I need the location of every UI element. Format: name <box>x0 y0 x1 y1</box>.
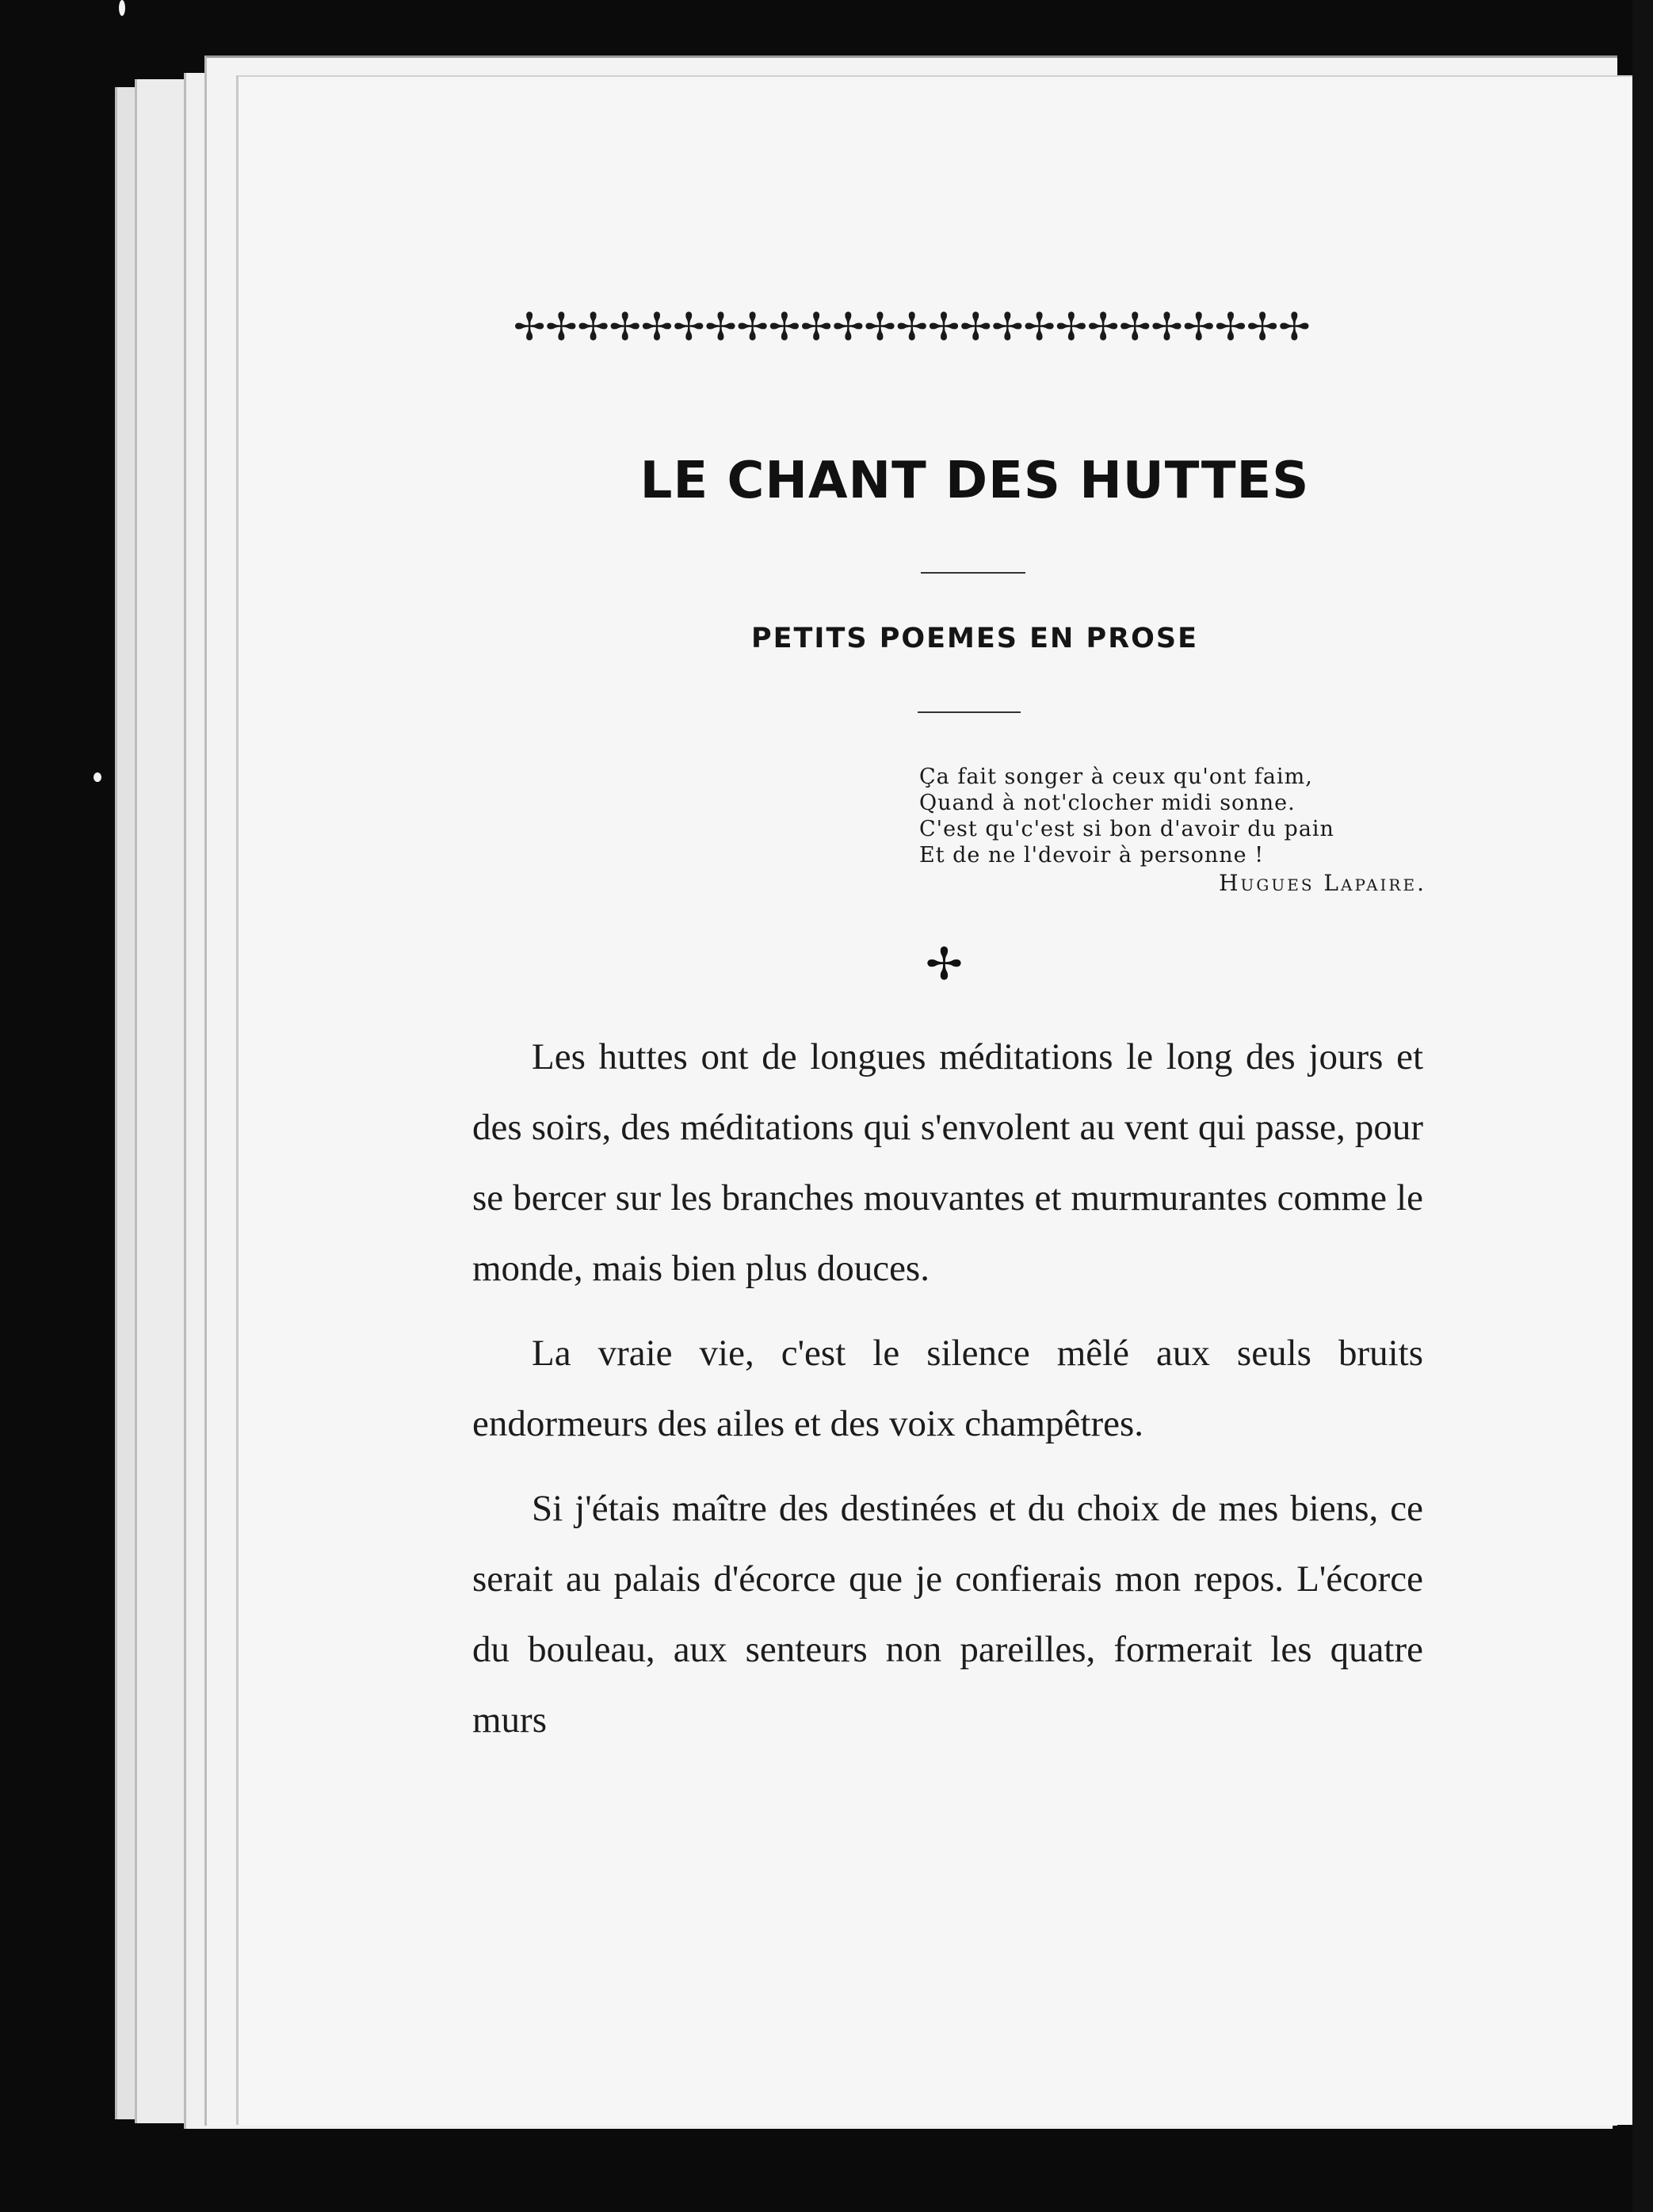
page-title: LE CHANT DES HUTTES <box>639 452 1310 510</box>
fleuron-icon: ✢ <box>926 939 963 990</box>
epigraph <box>919 764 1434 896</box>
divider-rule <box>918 711 1021 713</box>
divider-rule <box>921 572 1025 574</box>
ornament-border: ✢✢✢✢✢✢✢✢✢✢✢✢✢✢✢✢✢✢✢✢✢✢✢✢✢ <box>513 305 1311 349</box>
epigraph-line: Et de ne l'devoir à personne ! <box>919 843 1265 868</box>
subtitle: PETITS POEMES EN PROSE <box>750 623 1199 654</box>
paragraph: Les huttes ont de longues méditations le long des jours et des soirs, des méditations qui s'envolent au vent qui passe, pour se bercer sur les branches mouvantes et murmurantes comme le monde, mais bien plus douces. <box>472 1036 1423 1289</box>
binding-shadow <box>1632 0 1653 2212</box>
epigraph-line: C'est qu'c'est si bon d'avoir du pain <box>919 817 1334 841</box>
scan-speck <box>94 772 101 782</box>
scan-speck <box>119 0 125 16</box>
paragraph: Si j'étais maître des destinées et du choix de mes biens, ce serait au palais d'écorce que je confierais mon repos. L'écorce du bouleau, aux senteurs non pareilles, formerait les quatre murs <box>472 1488 1423 1741</box>
body-text <box>472 1022 1423 1770</box>
epigraph-line: Quand à not'clocher midi sonne. <box>919 791 1296 815</box>
epigraph-author: Hugues Lapaire. <box>1219 870 1426 896</box>
paragraph: La vraie vie, c'est le silence mêlé aux seuls bruits endormeurs des ailes et des voix champêtres. <box>472 1333 1423 1444</box>
epigraph-line: Ça fait songer à ceux qu'ont faim, <box>919 765 1313 789</box>
